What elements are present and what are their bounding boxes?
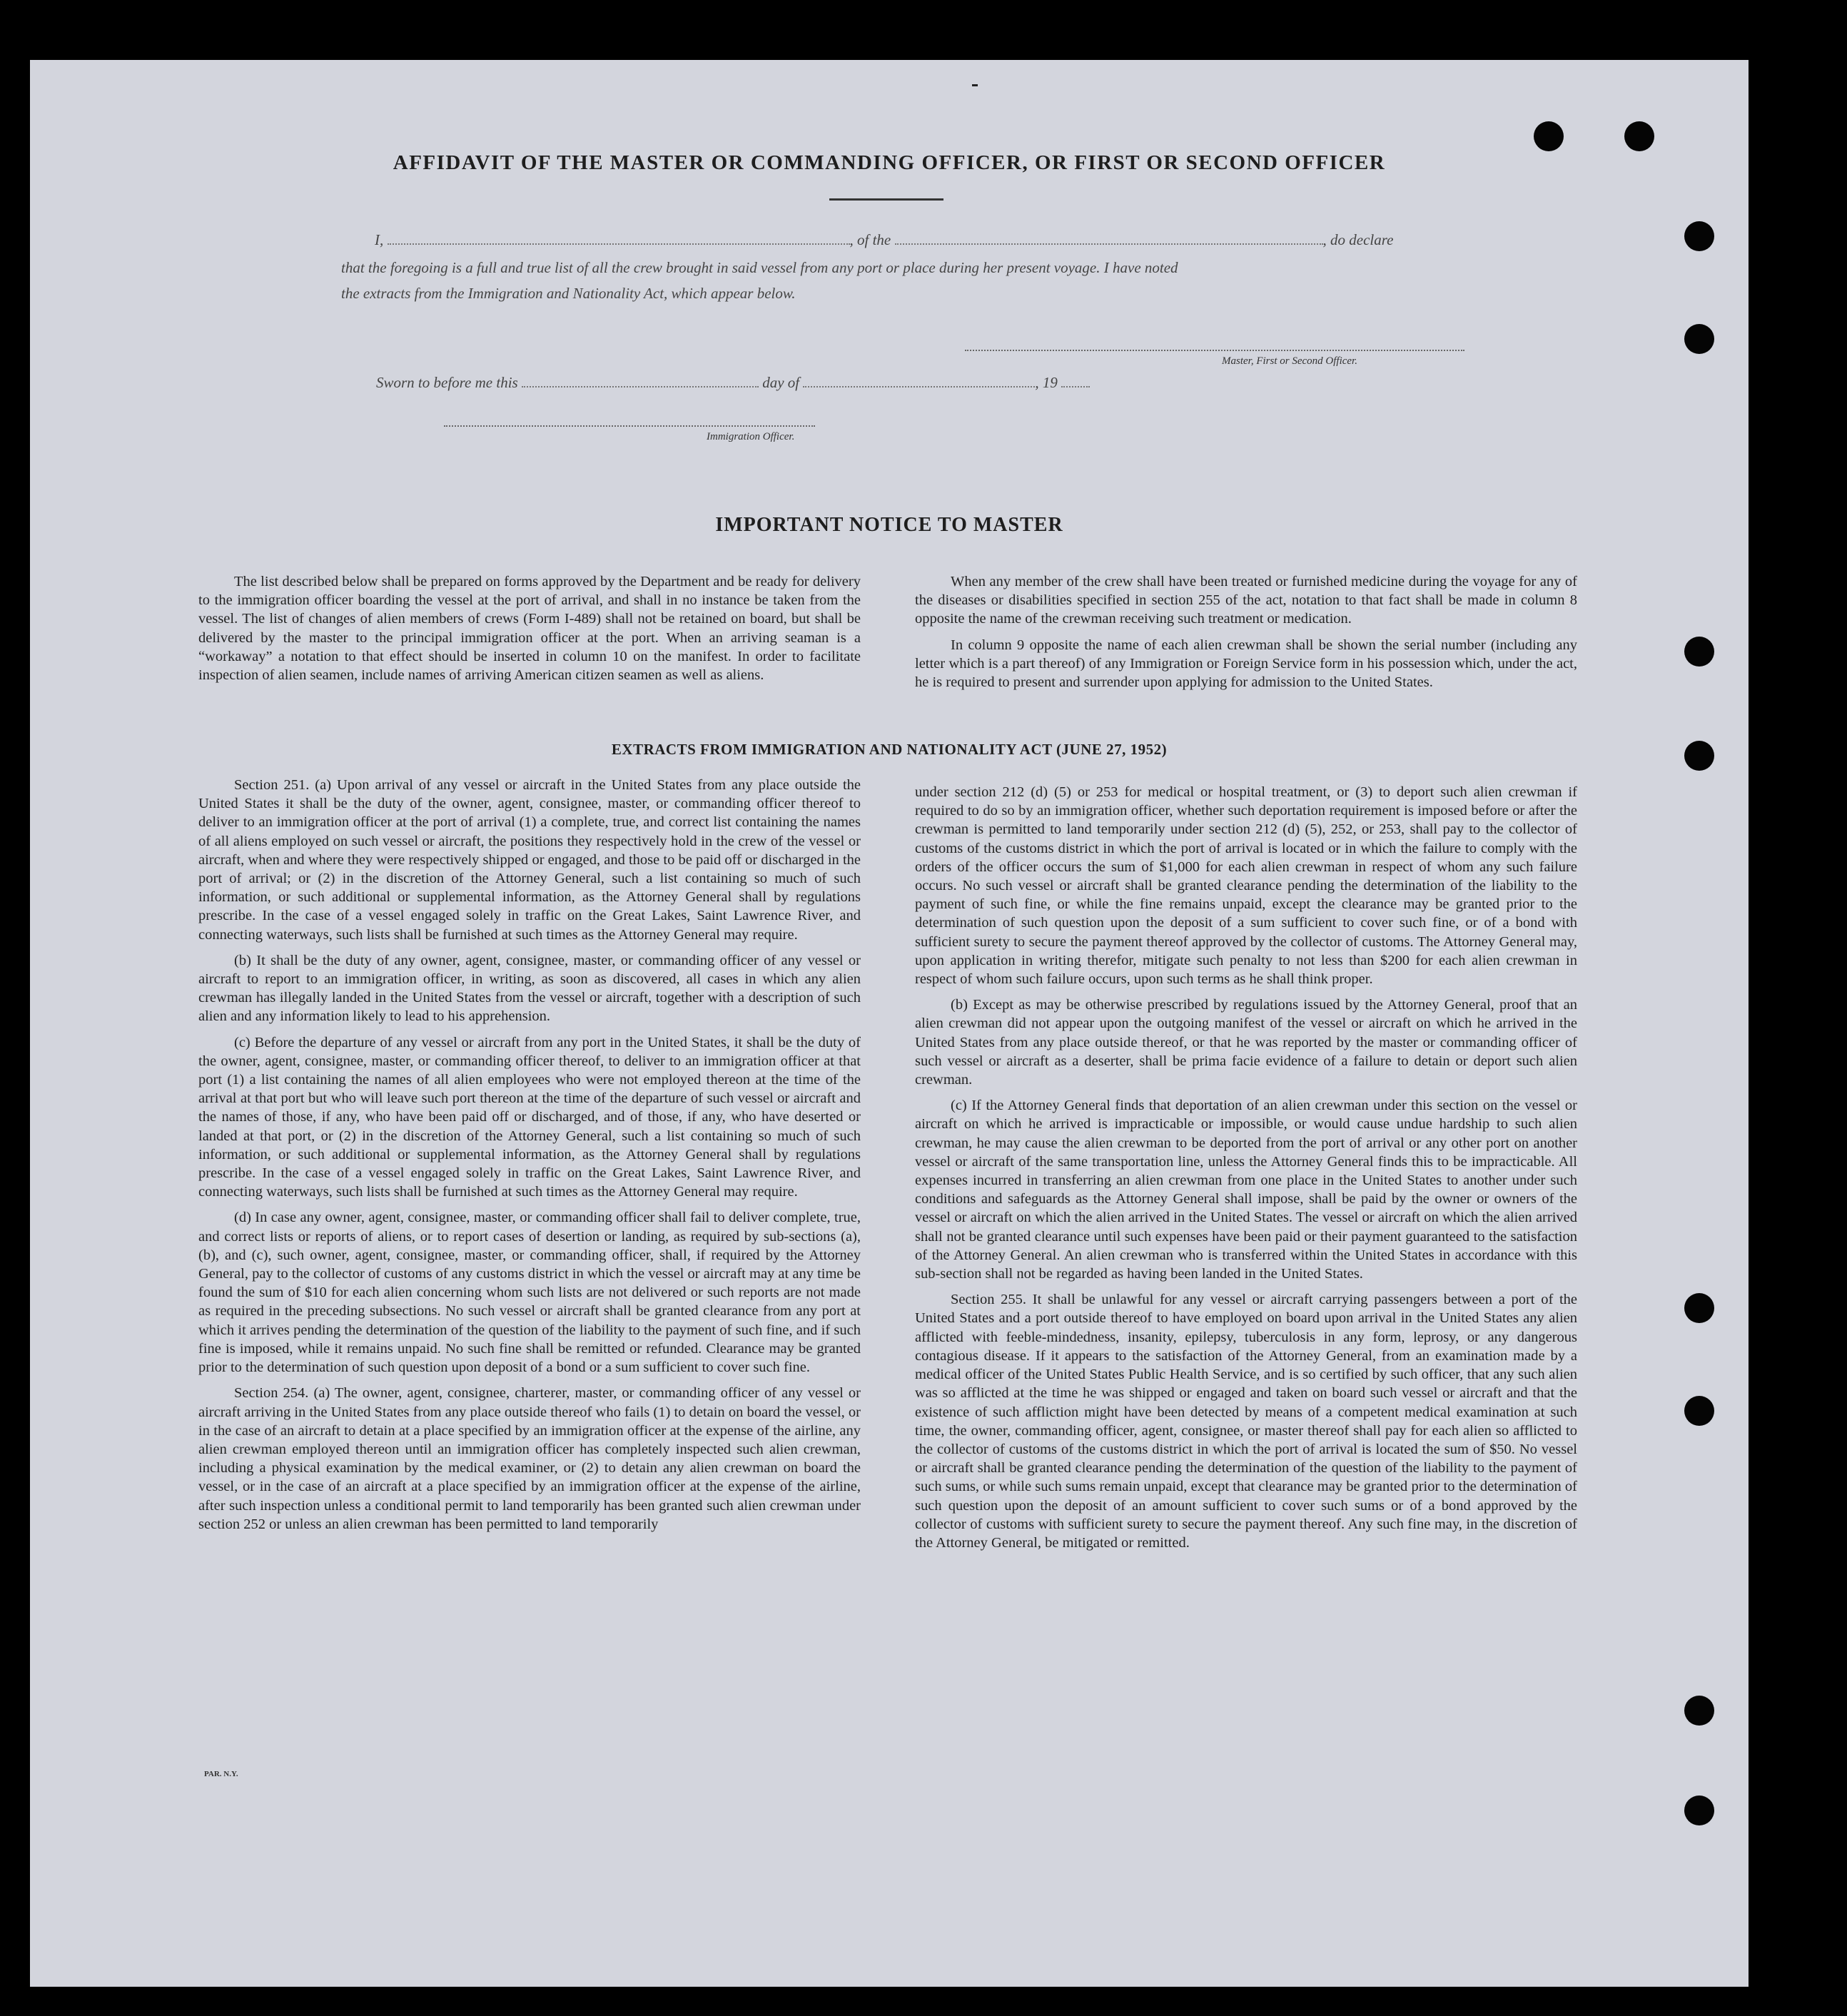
punch-hole bbox=[1684, 1293, 1714, 1323]
officer-caption: Immigration Officer. bbox=[707, 431, 795, 442]
printer-code: PAR. N.Y. bbox=[204, 1770, 238, 1778]
vessel-name-field[interactable] bbox=[895, 243, 1323, 245]
master-caption: Master, First or Second Officer. bbox=[1222, 355, 1357, 367]
punch-hole bbox=[1684, 1696, 1714, 1726]
declaration-line-2: that the foregoing is a full and true list of all the crew brought in said vessel from any port or place during her present voyage. I have noted bbox=[341, 259, 1178, 276]
declaration-line-3: the extracts from the Immigration and Nationality Act, which appear below. bbox=[341, 285, 796, 302]
declaration-line-1 bbox=[375, 231, 1467, 249]
year-prefix: , 19 bbox=[1035, 374, 1058, 391]
extract-paragraph: (d) In case any owner, agent, consignee, master, or commanding officer shall fail to deliver complete, true, and correct lists or reports of aliens, or to report cases of desertion or landing, as required by sub-sections (a), (b), and (c), such owner, agent, consignee, master, or commanding officer, shall, if required by the Attorney General, pay to the collector of customs of any customs district in which the vessel or aircraft may at any time be found the sum of $10 for each alien concerning whom such lists are not delivered or such reports are not made as required in the preceding subsections. No such vessel or aircraft shall be granted clearance from any port at which it arrives pending the determination of the question of the liability to the payment of such fine, and if such fine is imposed, while it remains unpaid. No such fine shall be remitted or refunded. Clearance may be granted prior to the determination of such question upon deposit of a bond or a sum sufficient to cover such fine. bbox=[198, 1210, 861, 1376]
notice-paragraph: The list described below shall be prepared on forms approved by the Department and be ready for delivery to the immigration officer boarding the vessel at the port of arrival, and shall in no instance be taken from the vessel. The list of changes of alien members of crews (Form I-489) shall not be retained on board, but shall be delivered by the master to the principal immigration officer at the port. When an arriving seaman is a “workaway” a notation to that effect should be inserted in column 10 on the manifest. In order to facilitate inspection of alien seamen, include names of arriving American citizen seamen as well as aliens. bbox=[198, 574, 861, 684]
day-of-label: day of bbox=[762, 374, 800, 391]
document-page bbox=[30, 60, 1749, 1987]
notice-right-column bbox=[915, 572, 1577, 699]
punch-hole bbox=[1684, 1396, 1714, 1426]
extract-paragraph: Section 255. It shall be unlawful for any vessel or aircraft carrying passengers between a port of the United States and a port outside thereof to have employed on board upon arrival in the United States any alien afflicted with feeble-mindedness, insanity, epilepsy, tuberculosis in any form, leprosy, or any dangerous contagious disease. If it appears to the satisfaction of the Attorney General, from an examination made by a medical officer of the United States Public Health Service, and is so certified by such officer, that any such alien was so afflicted at the time he was shipped or engaged and taken on board such vessel or aircraft and that the existence of such affliction might have been detected by means of a competent medical examination at such time, the owner, commanding officer, agent, consignee, or master thereof shall pay for each alien so afflicted to the collector of customs of the customs district in which the port of arrival is located the sum of $50. No vessel or aircraft shall be granted clearance pending the determination of the question of the liability to the payment of such sums, or while such sums remain unpaid, except that clearance may be granted prior to the determination of such question upon the deposit of an amount sufficient to cover such sums or of a bond approved by the collector of customs with sufficient surety to secure the payment thereof. Any such fine may, in the discretion of the Attorney General, be mitigated or remitted. bbox=[915, 1292, 1577, 1551]
declarant-name-field[interactable] bbox=[388, 243, 850, 245]
sworn-month-field[interactable] bbox=[803, 386, 1035, 388]
officer-signature-line[interactable] bbox=[444, 425, 815, 427]
declarant-label: I, bbox=[375, 231, 384, 248]
sworn-day-field[interactable] bbox=[522, 386, 759, 388]
notice-paragraph: When any member of the crew shall have been treated or furnished medicine during the voyage for any of the diseases or disabilities specified in section 255 of the act, notation to that fact shall be made in column 8 opposite the name of the crewman receiving such treatment or medication. bbox=[915, 574, 1577, 627]
extracts-right-column bbox=[915, 783, 1577, 1559]
punch-hole bbox=[1534, 121, 1564, 151]
extracts-left-column bbox=[198, 776, 861, 1541]
sworn-line bbox=[376, 374, 1233, 392]
notice-paragraph: In column 9 opposite the name of each alien crewman shall be shown the serial number (including any letter which is a part thereof) of any Immigration or Foreign Service form in his possession which, under the act, he is required to present and surrender upon applying for admission to the United States. bbox=[915, 637, 1577, 691]
extract-paragraph: (c) Before the departure of any vessel or aircraft from any port in the United States, it shall be the duty of the owner, agent, consignee, master, or commanding officer thereof, to deliver to an immigration officer at that port (1) a list containing the names of all alien employees who were not employed thereon at the time of the arrival at that port but who will leave such port thereon at the time of the departure of such vessel or aircraft and the names of those, if any, who have been paid off or discharged, and of those, if any, who have deserted or landed at that port, or (2) in the discretion of the Attorney General, such a list containing so much of such information, or such additional or supplemental information, as the Attorney General shall by regulations prescribe. In the case of a vessel engaged solely in traffic on the Great Lakes, Saint Lawrence River, and connecting waterways, such lists shall be furnished at such times as the Attorney General may require. bbox=[198, 1034, 861, 1200]
extract-paragraph: (c) If the Attorney General finds that deportation of an alien crewman under this section on the vessel or aircraft on which he arrived is impracticable or impossible, or would cause undue hardship to such alien crewman, he may cause the alien crewman to be deported from the port of arrival or any other port on another vessel or aircraft of the same transportation line, unless the Attorney General finds this to be impracticable. All expenses incurred in transferring an alien crewman from one place in the United States to another under such conditions and safeguards as the Attorney General shall impose, shall be paid by the owner or owners of the vessel or aircraft on which the alien arrived in the United States. The vessel or aircraft on which the alien arrived shall not be granted clearance until such expenses have been paid or their payment guaranteed to the satisfaction of the Attorney General. An alien crewman who is transferred within the United States in accordance with this sub-section shall not be regarded as having been landed in the United States. bbox=[915, 1098, 1577, 1282]
declare-label: , do declare bbox=[1322, 231, 1394, 248]
notice-title: IMPORTANT NOTICE TO MASTER bbox=[715, 514, 1063, 536]
master-signature-line[interactable] bbox=[965, 350, 1464, 351]
extracts-title: EXTRACTS FROM IMMIGRATION AND NATIONALITY ACT (JUNE 27, 1952) bbox=[611, 741, 1168, 758]
title-rule bbox=[829, 198, 943, 201]
notice-left-column bbox=[198, 572, 861, 692]
sworn-year-field[interactable] bbox=[1061, 386, 1090, 388]
print-mark bbox=[972, 84, 978, 86]
of-the-label: , of the bbox=[849, 231, 891, 248]
punch-hole bbox=[1684, 1795, 1714, 1825]
punch-hole bbox=[1684, 637, 1714, 667]
extract-paragraph: (b) Except as may be otherwise prescribed by regulations issued by the Attorney General, proof that an alien crewman did not appear upon the outgoing manifest of the vessel or aircraft on which he arrived in the United States from any place outside thereof, or that he was reported by the master or commanding officer of such vessel or aircraft as a deserter, shall be prima facie evidence of a failure to detain or deport such alien crewman. bbox=[915, 997, 1577, 1088]
punch-hole bbox=[1624, 121, 1654, 151]
sworn-label: Sworn to before me this bbox=[376, 374, 518, 391]
extract-paragraph: Section 254. (a) The owner, agent, consignee, charterer, master, or commanding officer of any vessel or aircraft arriving in the United States from any place outside thereof who fails (1) to detain on board the vessel, or in the case of an aircraft to detain at a place specified by an immigration officer at the expense of the airline, any alien crewman employed thereon until an immigration officer has completely inspected such alien crewman, including a physical examination by the medical examiner, or (2) to detain any alien crewman on board the vessel, or in the case of an aircraft at a place specified by an immigration officer at the expense of the airline, after such inspection unless a conditional permit to land temporarily has been granted such alien crewman under section 252 or unless an alien crewman has been permitted to land temporarily bbox=[198, 1385, 861, 1532]
extract-paragraph: Section 251. (a) Upon arrival of any vessel or aircraft in the United States from any place outside the United States it shall be the duty of the owner, agent, consignee, master, or commanding officer thereof to deliver to an immigration officer at the port of arrival (1) a complete, true, and correct list containing the names of all aliens employed on such vessel or aircraft, the positions they respectively hold in the crew of the vessel or aircraft, when and where they were respectively shipped or engaged, and those to be paid off or discharged in the port of arrival; or (2) in the discretion of the Attorney General, such a list containing so much of such information, or such additional or supplemental information, as the Attorney General shall by regulations prescribe. In the case of a vessel engaged solely in traffic on the Great Lakes, Saint Lawrence River, and connecting waterways, such lists shall be furnished at such times as the Attorney General may require. bbox=[198, 777, 861, 943]
extract-paragraph: (b) It shall be the duty of any owner, agent, consignee, master, or commanding officer of any vessel or aircraft to report to an immigration officer, in writing, as soon as discovered, all cases in which any alien crewman has illegally landed in the United States from the vessel or aircraft, together with a description of such alien and any information likely to lead to his apprehension. bbox=[198, 952, 861, 1025]
punch-hole bbox=[1684, 221, 1714, 251]
extract-paragraph: under section 212 (d) (5) or 253 for medical or hospital treatment, or (3) to deport such alien crewman if required to do so by an immigration officer, whether such deportation requirement is imposed before or after the crewman is permitted to land temporarily under section 212 (d) (5), 252, or 253, shall pay to the collector of customs of the customs district in which the port of arrival is located or in which the failure to comply with the orders of the officer occurs the sum of $1,000 for each alien crewman in respect of whom any such failure occurs. No such vessel or aircraft shall be granted clearance pending the determination of the liability to the payment of such fine, or while the fine remains unpaid, except the clearance may be granted prior to the determination of such question upon the deposit of a sum sufficient to cover such fine, or of a bond with sufficient surety to secure the payment thereof approved by the collector of customs. The Attorney General may, upon application in writing therefor, mitigate such penalty to not less than $200 for each alien crewman in respect of whom such failure occurs, upon such terms as he shall think proper. bbox=[915, 784, 1577, 988]
affidavit-title: AFFIDAVIT OF THE MASTER OR COMMANDING OFFICER, OR FIRST OR SECOND OFFICER bbox=[393, 151, 1386, 174]
punch-hole bbox=[1684, 324, 1714, 354]
